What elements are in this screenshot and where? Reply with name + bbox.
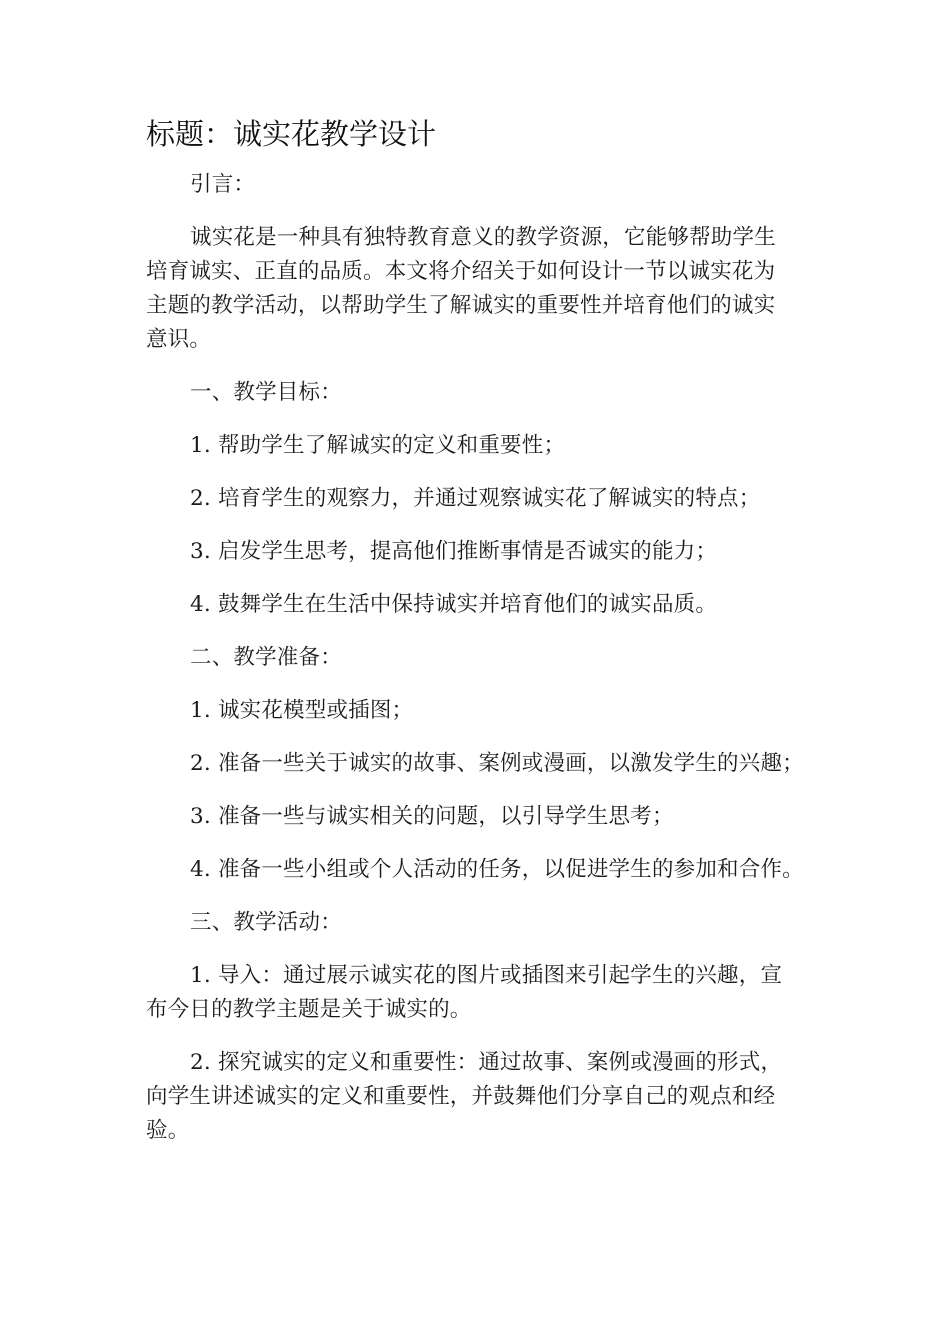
preparation-item: 3. 准备一些与诚实相关的问题，以引导学生思考； [190, 804, 674, 829]
activity-line: 布今日的教学主题是关于诚实的。 [146, 997, 472, 1022]
activity-line: 2. 探究诚实的定义和重要性：通过故事、案例或漫画的形式， [190, 1050, 783, 1075]
intro-line: 意识。 [146, 327, 212, 352]
activity-item [146, 1046, 826, 1148]
preparation-item: 1. 诚实花模型或插图； [190, 698, 414, 723]
objective-item: 2. 培育学生的观察力，并通过观察诚实花了解诚实的特点； [190, 486, 761, 511]
section-heading-preparation: 二、教学准备： [190, 645, 342, 670]
intro-line: 主题的教学活动，以帮助学生了解诚实的重要性并培育他们的诚实 [146, 293, 776, 318]
preparation-item: 4. 准备一些小组或个人活动的任务，以促进学生的参加和合作。 [190, 857, 804, 882]
activity-item [146, 959, 826, 1027]
intro-line: 诚实花是一种具有独特教育意义的教学资源，它能够帮助学生 [190, 225, 776, 250]
intro-label: 引言： [190, 172, 256, 197]
objective-item: 4. 鼓舞学生在生活中保持诚实并培育他们的诚实品质。 [190, 592, 718, 617]
intro-line: 培育诚实、正直的品质。本文将介绍关于如何设计一节以诚实花为 [146, 259, 776, 284]
document-page [146, 112, 826, 1167]
section-heading-activities: 三、教学活动： [190, 910, 342, 935]
objective-item: 3. 启发学生思考，提高他们推断事情是否诚实的能力； [190, 539, 718, 564]
section-heading-objectives: 一、教学目标： [190, 380, 342, 405]
activity-line: 1. 导入：通过展示诚实花的图片或插图来引起学生的兴趣，宣 [190, 963, 783, 988]
objective-item: 1. 帮助学生了解诚实的定义和重要性； [190, 433, 566, 458]
document-title: 标题：诚实花教学设计 [146, 117, 437, 151]
intro-paragraph [146, 221, 826, 357]
activity-line: 向学生讲述诚实的定义和重要性，并鼓舞他们分享自己的观点和经 [146, 1084, 776, 1109]
preparation-item: 2. 准备一些关于诚实的故事、案例或漫画，以激发学生的兴趣； [190, 751, 804, 776]
activity-line: 验。 [146, 1118, 190, 1143]
